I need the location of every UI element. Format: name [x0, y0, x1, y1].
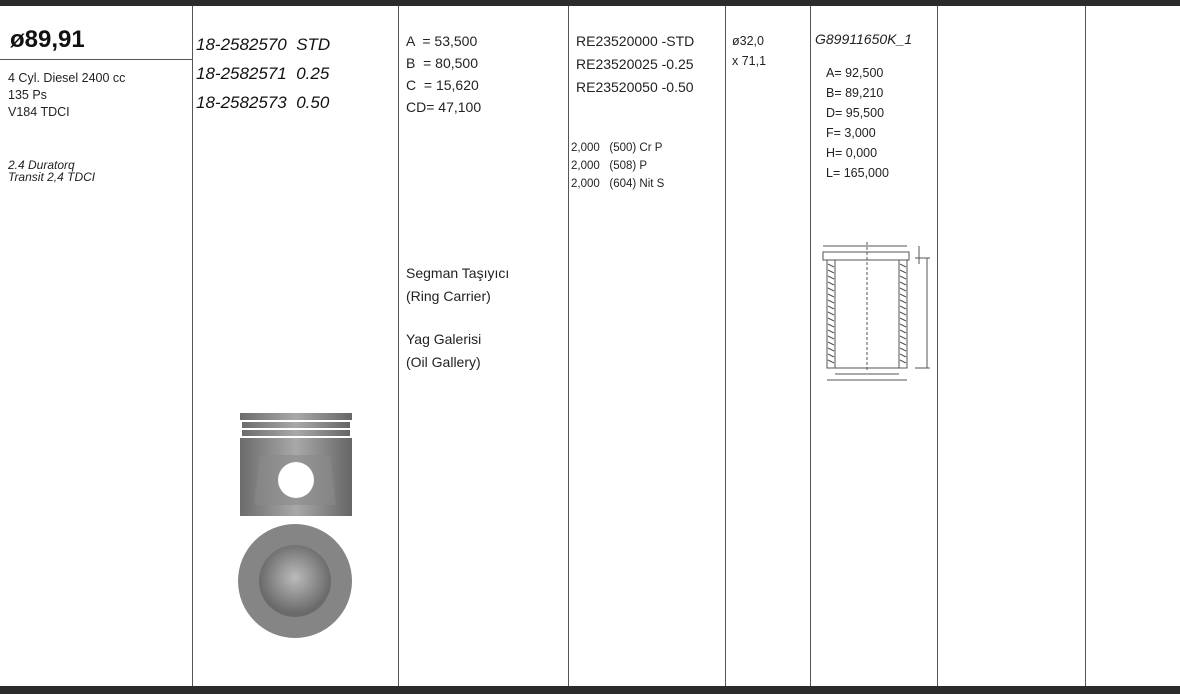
dimension: D= 95,500 — [826, 106, 885, 120]
bottom-border — [0, 686, 1180, 694]
feature-ring-carrier-en: (Ring Carrier) — [406, 288, 491, 304]
liner-drawing — [815, 238, 935, 383]
pin-dimensions — [732, 31, 766, 71]
column-divider — [810, 6, 811, 686]
column-divider — [398, 6, 399, 686]
spec-line: 4 Cyl. Diesel 2400 cc — [8, 71, 126, 85]
piston-number: 18-2582571 0.25 — [196, 64, 330, 83]
spec-line: V184 TDCI — [8, 105, 70, 119]
ring-spec: 2,000 (500) Cr P — [571, 142, 663, 154]
spec-line: 135 Ps — [8, 88, 47, 102]
dimension: A= 92,500 — [826, 66, 884, 80]
column-divider — [725, 6, 726, 686]
top-border — [0, 0, 1180, 6]
pin-diameter: ø32,0 — [732, 34, 764, 48]
feature-oil-gallery: Yag Galerisi — [406, 331, 482, 347]
spacer — [406, 308, 509, 328]
ring-number: RE23520050 -0.50 — [576, 79, 694, 95]
dimension: C = 15,620 — [406, 77, 479, 93]
model-line: Transit 2,4 TDCI — [8, 170, 96, 184]
engine-model — [8, 159, 95, 183]
column-divider — [1085, 6, 1086, 686]
liner-dimensions — [826, 63, 889, 183]
piston-image — [230, 405, 360, 640]
liner-number: G89911650K_1 — [815, 31, 913, 47]
dimension: L= 165,000 — [826, 166, 889, 180]
piston-numbers — [196, 30, 330, 117]
engine-spec — [8, 70, 125, 121]
dimension: B = 80,500 — [406, 55, 479, 71]
piston-dimensions — [406, 30, 481, 118]
bore-size: ø89,91 — [10, 26, 85, 53]
dimension: F= 3,000 — [826, 126, 876, 140]
ring-number: RE23520000 -STD — [576, 33, 695, 49]
piston-number: 18-2582573 0.50 — [196, 93, 330, 112]
feature-oil-gallery-en: (Oil Gallery) — [406, 354, 481, 370]
ring-number: RE23520025 -0.25 — [576, 56, 694, 72]
column-divider — [568, 6, 569, 686]
dimension: CD= 47,100 — [406, 99, 482, 115]
feature-ring-carrier: Segman Taşıyıcı — [406, 265, 510, 281]
ring-numbers — [576, 30, 694, 99]
column-divider — [937, 6, 938, 686]
row-divider — [0, 59, 192, 60]
ring-spec: 2,000 (604) Nit S — [571, 178, 665, 190]
dimension: B= 89,210 — [826, 86, 884, 100]
ring-spec: 2,000 (508) P — [571, 160, 648, 172]
model-line: 2.4 Duratorq — [8, 158, 75, 172]
features — [406, 262, 509, 374]
piston-number: 18-2582570 STD — [196, 35, 331, 54]
column-divider — [192, 6, 193, 686]
dimension: H= 0,000 — [826, 146, 878, 160]
pin-length: x 71,1 — [732, 54, 767, 68]
dimension: A = 53,500 — [406, 33, 478, 49]
ring-specs — [571, 139, 664, 193]
